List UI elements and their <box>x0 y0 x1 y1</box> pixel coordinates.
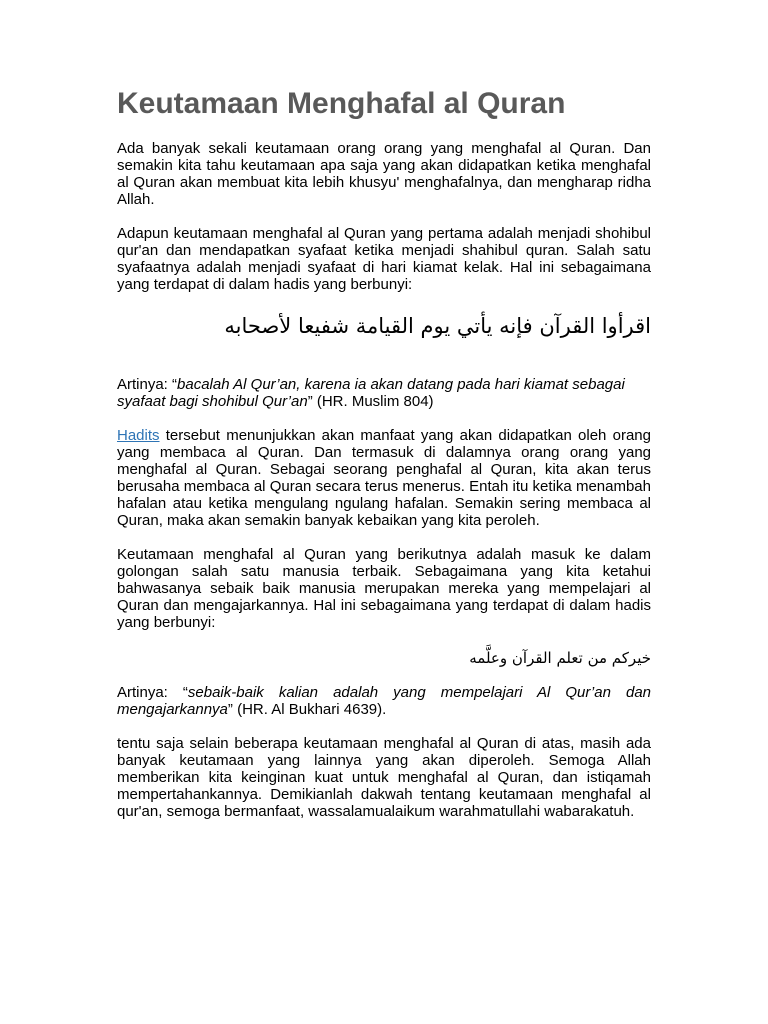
hadits-link[interactable]: Hadits <box>117 427 160 444</box>
arabic-hadith-1: اقرأوا القرآن فإنه يأتي يوم القيامة شفيعا لأصحابه <box>224 314 651 338</box>
intro-paragraph: Ada banyak sekali keutamaan orang orang yang menghafal al Quran. Dan semakin kita tahu keutamaan apa saja yang akan didapatkan ketika menghafal al Quran akan membuat kita lebih khusyu' menghafalnya, dan mengharap ridha Allah. <box>117 140 651 208</box>
translation-source: ” (HR. Muslim 804) <box>307 393 434 410</box>
second-virtue-paragraph: Keutamaan menghafal al Quran yang berikutnya adalah masuk ke dalam golongan salah satu manusia terbaik. Sebagaimana yang kita ketahui bahwasanya sebaik baik manusia merupakan mereka yang mempelajari al Quran dan mengajarkannya. Hal ini sebagaimana yang terdapat di dalam hadis yang berbunyi: <box>117 546 651 631</box>
translation-prefix: Artinya: “ <box>117 376 178 393</box>
document-page <box>117 86 651 837</box>
translation-quote: sebaik-baik kalian adalah yang mempelajari Al Qur’an dan mengajarkannya <box>117 684 652 718</box>
translation-prefix: Artinya: “ <box>117 684 188 701</box>
translation-paragraph-2 <box>117 684 651 718</box>
hadits-explanation-paragraph <box>117 427 651 529</box>
translation-source: ” (HR. Al Bukhari 4639). <box>227 701 387 718</box>
translation-paragraph-1 <box>117 376 651 410</box>
first-virtue-paragraph: Adapun keutamaan menghafal al Quran yang pertama adalah menjadi shohibul qur'an dan mendapatkan syafaat ketika menjadi shahibul quran. Salah satu syafaatnya adalah menjadi syafaat di hari kiamat kelak. Hal ini sebagaimana yang terdapat di dalam hadis yang berbunyi: <box>117 225 651 293</box>
arabic-hadith-2: خيركم من تعلم القرآن وعلَّمه <box>469 649 651 667</box>
hadits-explanation-text: tersebut menunjukkan akan manfaat yang akan didapatkan oleh orang yang membaca al Quran. Dan termasuk di dalamnya orang orang yang menghafal al Quran. Sebagai seorang penghafal al Quran, kita akan terus berusaha membaca al Quran secara terus menerus. Entah itu ketika menambah hafalan atau ketika mengulang ngulang hafalan. Semakin sering membaca al Quran, maka akan semakin banyak kebaikan yang kita peroleh. <box>117 427 651 529</box>
translation-quote: bacalah Al Qur’an, karena ia akan datang pada hari kiamat sebagai syafaat bagi shohibul Qur’an <box>117 376 625 410</box>
page-title: Keutamaan Menghafal al Quran <box>117 87 566 120</box>
closing-paragraph: tentu saja selain beberapa keutamaan menghafal al Quran di atas, masih ada banyak keutamaan yang lainnya yang akan diperoleh. Semoga Allah memberikan kita keinginan kuat untuk menghafal al Quran, dan istiqamah mempertahankannya. Demikianlah dakwah tentang keutamaan menghafal al qur'an, semoga bermanfaat, wassalamualaikum warahmatullahi wabarakatuh. <box>117 735 651 820</box>
